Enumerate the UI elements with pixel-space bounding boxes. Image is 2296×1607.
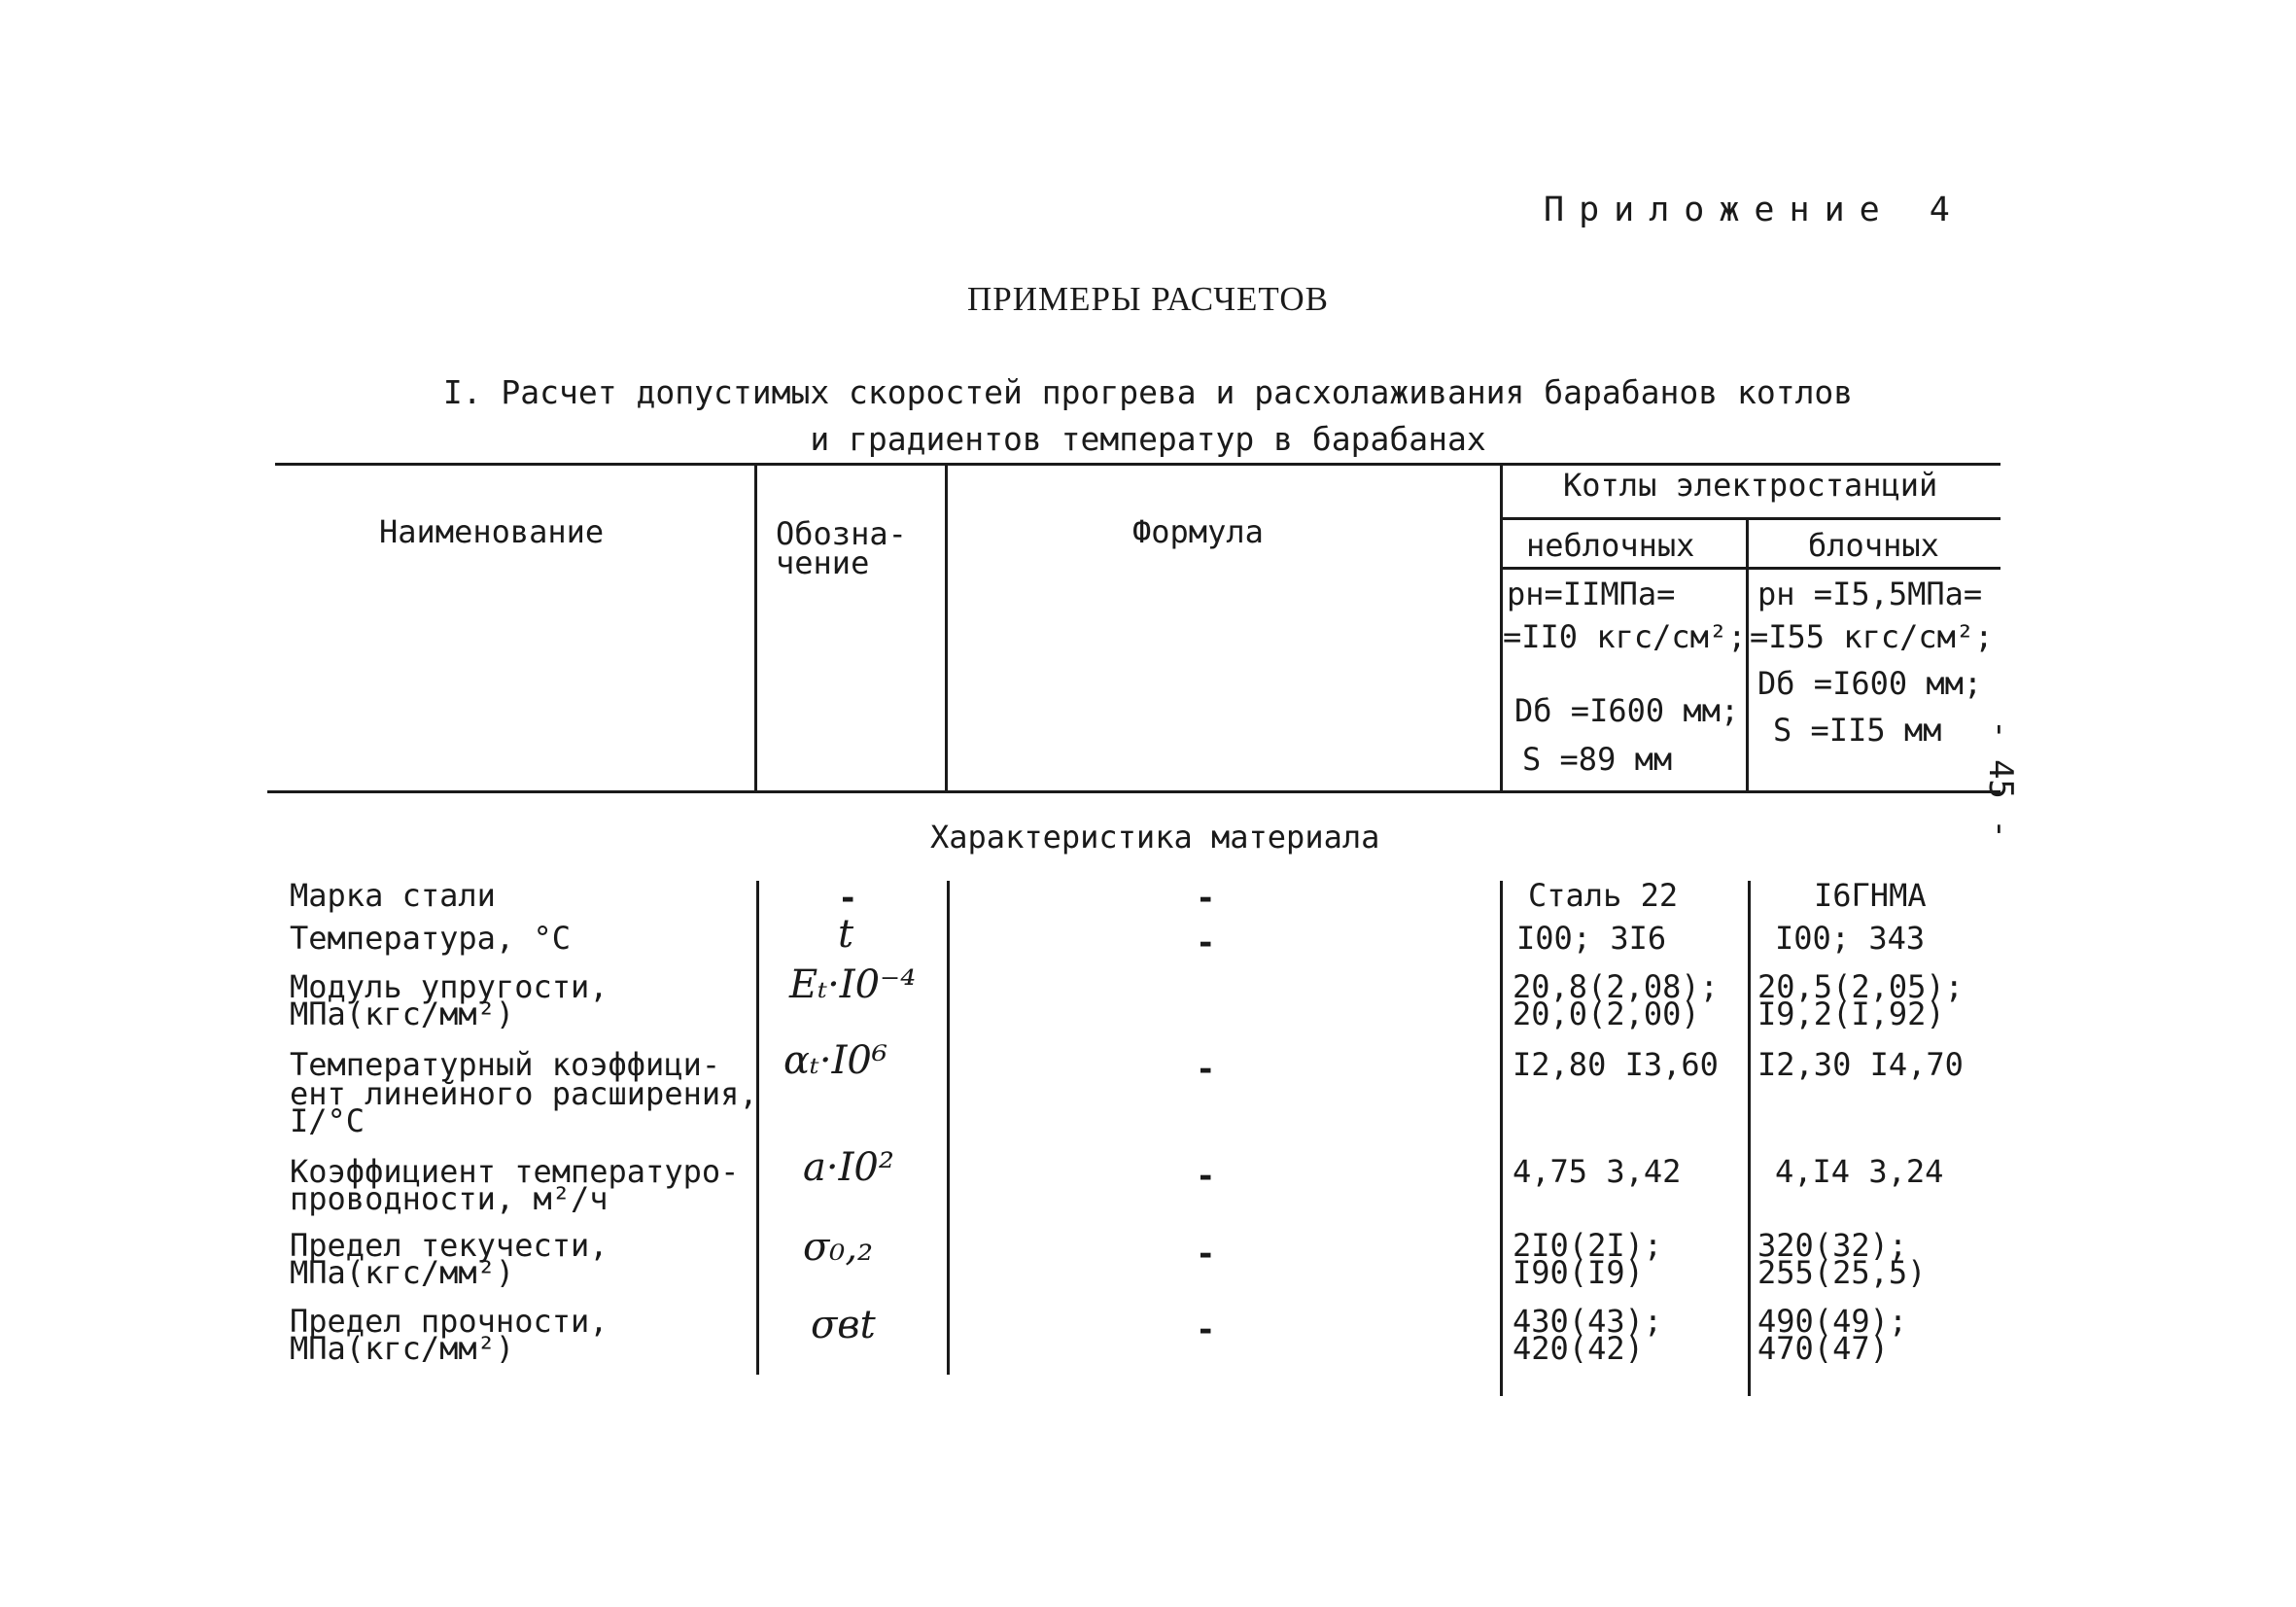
col-header-boilers: Котлы электростанций	[1563, 467, 1938, 504]
row-block-tensile-2: 470(47)	[1757, 1330, 1889, 1367]
row-symbol-temperature: t	[838, 912, 854, 957]
subsection-title: Характеристика материала	[930, 819, 1380, 856]
row-block-temperature: I00; 343	[1775, 920, 1926, 957]
col-header-formula: Формула	[1132, 513, 1264, 550]
nonblock-param-thickness: S =89 мм	[1522, 741, 1673, 778]
col-header-name: Наименование	[379, 513, 605, 550]
row-name-tensile-1: Предел прочности,	[290, 1303, 609, 1340]
row-block-steel-grade: I6ГНМА	[1814, 877, 1927, 914]
row-nonblock-steel-grade: Сталь 22	[1528, 877, 1679, 914]
row-symbol-elastic-modulus: Eₜ·I0⁻⁴	[789, 962, 917, 1007]
col-header-nonblock: неблочных	[1526, 527, 1695, 564]
row-block-expansion: I2,30 I4,70	[1757, 1046, 1964, 1083]
row-name-tensile-2: МПа(кгс/мм²)	[290, 1330, 515, 1367]
col-header-symbol-2: чение	[776, 544, 870, 581]
page-title: ПРИМЕРЫ РАСЧЕТОВ	[967, 280, 1329, 318]
row-nonblock-temperature: I00; 3I6	[1516, 920, 1667, 957]
row-formula-diffusivity: -	[1196, 1157, 1216, 1196]
nonblock-param-pressure: pн=IIМПа=	[1507, 576, 1676, 612]
row-block-tensile-1: 490(49);	[1757, 1303, 1908, 1340]
row-block-yield-1: 320(32);	[1757, 1227, 1908, 1264]
row-name-yield-1: Предел текучести,	[290, 1227, 609, 1264]
row-nonblock-elastic-modulus-2: 20,0(2,00)	[1513, 996, 1700, 1032]
block-param-diameter: Dб =I600 мм;	[1757, 665, 1983, 702]
body-divider-1	[756, 881, 759, 1375]
row-block-elastic-modulus-2: I9,2(I,92)	[1757, 996, 1945, 1032]
block-param-thickness: S =II5 мм	[1773, 712, 1942, 749]
row-name-yield-2: МПа(кгс/мм²)	[290, 1254, 515, 1291]
row-symbol-tensile: σвt	[811, 1303, 876, 1347]
row-name-expansion-2: ент линейного расширения,	[290, 1075, 758, 1112]
table-header-bottom-rule	[267, 790, 2000, 793]
appendix-label: Приложение 4	[1544, 191, 1965, 229]
row-formula-yield: -	[1196, 1235, 1216, 1274]
row-nonblock-tensile-1: 430(43);	[1513, 1303, 1663, 1340]
row-nonblock-diffusivity: 4,75 3,42	[1513, 1153, 1682, 1190]
row-nonblock-expansion: I2,80 I3,60	[1513, 1046, 1719, 1083]
row-formula-steel-grade: -	[1196, 879, 1216, 918]
row-nonblock-tensile-2: 420(42)	[1513, 1330, 1644, 1367]
row-name-diffusivity-1: Коэффициент температуро-	[290, 1153, 740, 1190]
header-divider-1	[754, 465, 757, 790]
row-name-temperature: Температура, °С	[290, 920, 571, 957]
row-block-yield-2: 255(25,5)	[1757, 1254, 1927, 1291]
row-symbol-expansion: αₜ·I0⁶	[783, 1038, 887, 1083]
row-name-elastic-modulus-1: Модуль упругости,	[290, 968, 609, 1005]
col-header-block: блочных	[1808, 527, 1939, 564]
row-formula-tensile: -	[1196, 1310, 1216, 1349]
row-block-elastic-modulus-1: 20,5(2,05);	[1757, 968, 1964, 1005]
row-formula-temperature: -	[1196, 924, 1216, 962]
row-block-diffusivity: 4,I4 3,24	[1775, 1153, 1944, 1190]
row-nonblock-elastic-modulus-1: 20,8(2,08);	[1513, 968, 1719, 1005]
row-name-diffusivity-2: проводности, м²/ч	[290, 1180, 609, 1217]
row-name-steel-grade: Марка стали	[290, 877, 496, 914]
nonblock-param-diameter: Dб =I600 мм;	[1514, 692, 1740, 729]
table-top-rule	[275, 463, 2000, 466]
row-nonblock-yield-1: 2I0(2I);	[1513, 1227, 1663, 1264]
body-divider-2	[947, 881, 950, 1375]
row-symbol-steel-grade: -	[838, 879, 858, 918]
row-name-elastic-modulus-2: МПа(кгс/мм²)	[290, 996, 515, 1032]
row-symbol-diffusivity: a·I0²	[803, 1145, 894, 1190]
type-sub-rule	[1500, 567, 2000, 570]
section-title-line-2: и градиентов температур в барабанах	[810, 420, 1486, 458]
boilers-sub-rule	[1500, 517, 2000, 520]
row-name-expansion-1: Температурный коэффици-	[290, 1046, 721, 1083]
header-divider-2	[945, 465, 948, 790]
row-formula-expansion: -	[1196, 1050, 1216, 1089]
section-title-line-1: I. Расчет допустимых скоростей прогрева и расхолаживания барабанов котлов	[442, 373, 1854, 411]
row-nonblock-yield-2: I90(I9)	[1513, 1254, 1644, 1291]
nonblock-param-pressure-kgs: =II0 кгс/см²;	[1503, 618, 1747, 655]
block-param-pressure-kgs: =I55 кгс/см²;	[1750, 618, 1994, 655]
row-symbol-yield: σ₀,₂	[803, 1225, 874, 1270]
block-param-pressure: pн =I5,5МПа=	[1757, 576, 1983, 612]
body-divider-4	[1748, 881, 1751, 1396]
row-name-expansion-3: I/°С	[290, 1102, 365, 1139]
body-divider-3	[1500, 881, 1503, 1396]
col-header-symbol-1: Обозна-	[776, 515, 907, 552]
page-number: - 45 -	[1981, 719, 2020, 839]
